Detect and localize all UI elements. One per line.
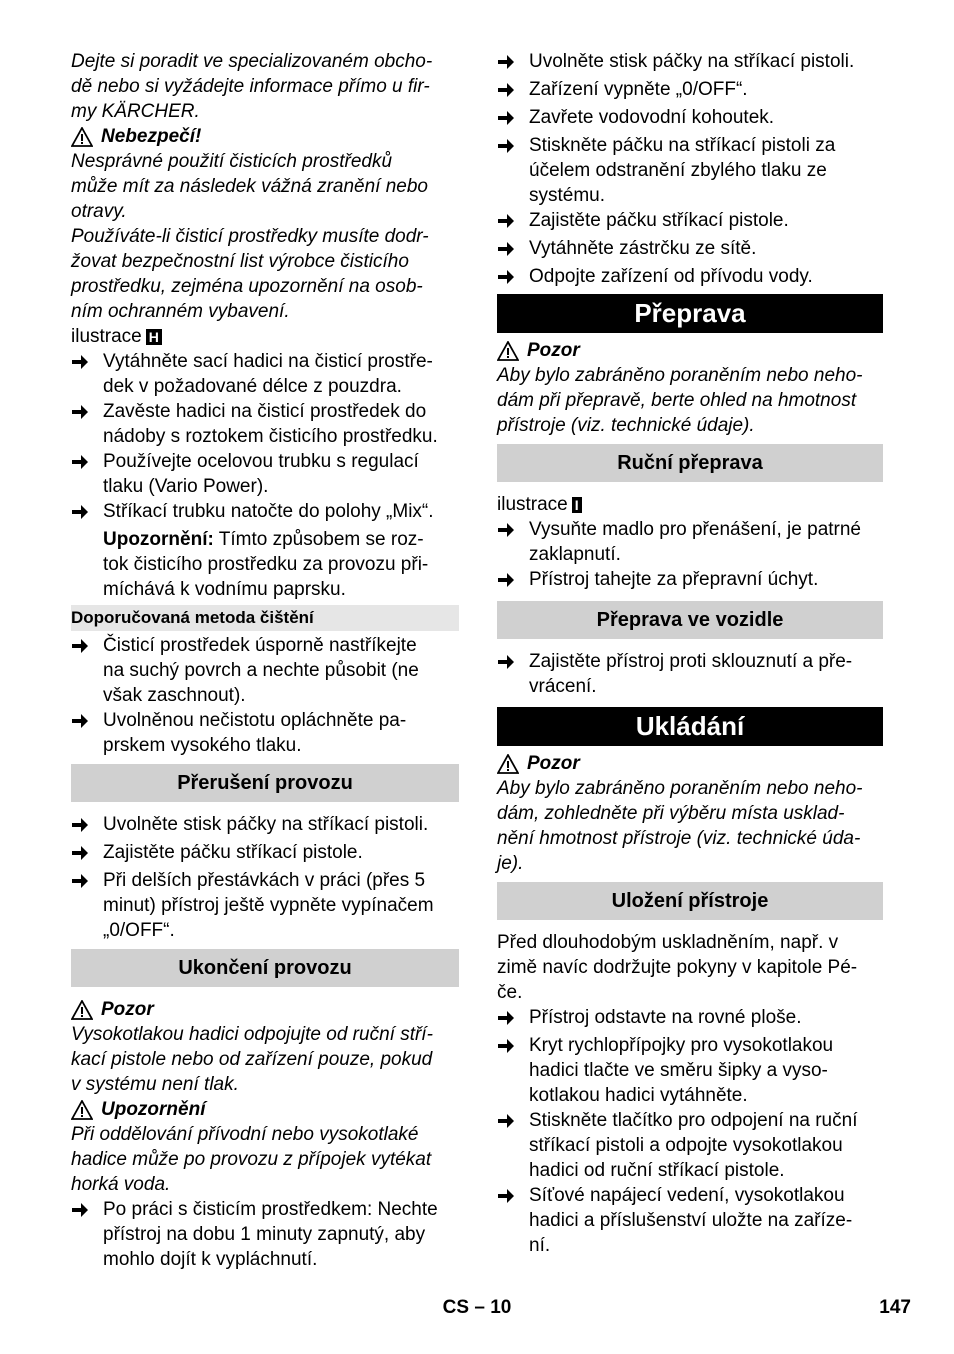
bullet-list-r1 [497,49,883,292]
arrow-right-icon [71,868,103,943]
text-line: Dejte si poradit ve specializovaném obcho- [71,51,433,72]
caution-text [497,776,883,876]
list-item-text: účelem odstranění zbylého tlaku ze [529,160,827,181]
list-item [71,449,459,499]
list-item-text: Přístroj tahejte za přepravní úchyt. [529,569,819,590]
list-item-text: Stiskněte páčku na stříkací pistoli za [529,135,836,156]
text-line: může mít za následek vážná zranění nebo [71,176,428,197]
list-item [497,567,883,595]
arrow-right-icon [497,49,529,77]
bullet-list-r3 [497,649,883,699]
list-item-text: Uvolněnou nečistotu opláchněte pa- [103,710,407,731]
list-item [71,868,459,943]
danger-label: Nebezpečí! [101,126,202,147]
list-item-text: Zajistěte páčku stříkací pistole. [103,842,363,863]
illustration-letter: H [146,329,162,345]
list-item [71,708,459,758]
list-item [497,133,883,208]
arrow-right-icon [71,1197,103,1272]
list-item-text: stříkací pistoli a odpojte vysokotlakou [529,1135,843,1156]
text-line: prostředku, zejména upozornění na osob- [71,276,423,297]
warning-label: Upozornění [101,1099,206,1120]
footer-section: CS – 10 [442,1297,512,1318]
list-item [497,105,883,133]
list-item [71,840,459,868]
text-line: če. [497,982,523,1003]
caution-text [71,1022,459,1097]
caution-label: Pozor [527,753,580,774]
bullet-list-4 [71,1197,459,1272]
bullet-list-r2 [497,517,883,595]
bullet-list-1 [71,349,459,527]
list-item-text: zaklapnutí. [529,544,621,565]
warning-heading [71,1097,459,1122]
text-line: v systému není tlak. [71,1074,239,1095]
list-item-text: Vytáhněte zástrčku ze sítě. [529,238,757,259]
warning-triangle-icon [71,127,93,147]
arrow-right-icon [71,399,103,449]
arrow-right-icon [497,77,529,105]
text-line: Vysokotlakou hadici odpojujte od ruční stří- [71,1024,433,1045]
arrow-right-icon [497,1005,529,1033]
list-item-text: mohlo dojít k vypláchnutí. [103,1249,318,1270]
caution-label: Pozor [101,999,154,1020]
list-item-text: vrácení. [529,676,597,697]
arrow-right-icon [71,633,103,708]
text-line: je). [497,853,524,874]
list-item-text: Stříkací trubku natočte do polohy „Mix“. [103,501,434,522]
list-item [497,1183,883,1258]
warning-triangle-icon [71,1100,93,1120]
caution-heading [497,751,883,776]
list-item-text: na suchý povrch a nechte působit (ne [103,660,419,681]
text-line: horká voda. [71,1174,171,1195]
section-vehicle-transport: Přeprava ve vozidle [497,601,883,639]
text-line: Používáte-li čisticí prostředky musíte dodr- [71,226,429,247]
bullet-list-2 [71,633,459,758]
list-item-text: Přístroj odstavte na rovné ploše. [529,1007,802,1028]
list-item-text: Uvolněte stisk páčky na stříkací pistoli. [103,814,429,835]
intro-text [71,49,459,124]
illustration-ref [497,492,883,517]
warning-triangle-icon [497,341,519,361]
text-line: tok čisticího prostředku za provozu při- [103,554,429,575]
section-end-operation: Ukončení provozu [71,949,459,987]
warning-text [71,1122,459,1197]
list-item-text: hadici a příslušenství uložte na zaříze- [529,1210,853,1231]
list-item [71,399,459,449]
list-item-text: nádoby s roztokem čisticího prostředku. [103,426,438,447]
list-item-text: hadici tlačte ve směru šipky a vyso- [529,1060,828,1081]
arrow-right-icon [71,840,103,868]
caution-label: Pozor [527,340,580,361]
list-item [497,49,883,77]
list-item-text: systému. [529,185,606,206]
text-line: hadice může po provozu z přípojek vytékat [71,1149,432,1170]
text-line: Při oddělování přívodní nebo vysokotlaké [71,1124,419,1145]
list-item-text: Odpojte zařízení od přívodu vody. [529,266,813,287]
text-line: dě nebo si vyžádejte informace přímo u fir- [71,76,430,97]
list-item [71,349,459,399]
list-item-text: přístroj na dobu 1 minuty zapnutý, aby [103,1224,426,1245]
arrow-right-icon [497,517,529,567]
list-item-text: Čisticí prostředek úsporně nastříkejte [103,635,417,656]
caution-text [497,363,883,438]
text-line: Nesprávné použití čisticích prostředků [71,151,393,172]
illustration-letter: I [572,497,582,513]
note-block [71,527,459,602]
arrow-right-icon [497,133,529,208]
text-line: míchává k vodnímu paprsku. [103,579,346,600]
text-line: nění hmotnost přístroje (viz. technické úda- [497,828,861,849]
text-line: Aby bylo zabráněno poraněním nebo neho- [497,778,863,799]
list-item-text: Kryt rychlopřípojky pro vysokotlakou [529,1035,834,1056]
list-item-text: Zavěste hadici na čisticí prostředek do [103,401,427,422]
text-line: otravy. [71,201,127,222]
list-item [497,208,883,236]
list-item-text: Stiskněte tlačítko pro odpojení na ruční [529,1110,858,1131]
arrow-right-icon [497,1108,529,1183]
section-storage: Ukládání [497,707,883,746]
list-item [497,1108,883,1183]
page-number: 147 [879,1297,911,1318]
list-item-text: minut) přístroj ještě vypněte vypínačem [103,895,434,916]
section-transport: Přeprava [497,294,883,333]
list-item [497,236,883,264]
list-item-text: Při delších přestávkách v práci (přes 5 [103,870,426,891]
arrow-right-icon [497,208,529,236]
list-item [497,1005,883,1033]
arrow-right-icon [497,264,529,292]
caution-heading [71,997,459,1022]
arrow-right-icon [71,499,103,527]
arrow-right-icon [497,1033,529,1108]
text-line: zimě navíc dodržujte pokyny v kapitole Pé- [497,957,858,978]
list-item-text: Zařízení vypněte „0/OFF“. [529,79,748,100]
list-item-text: ní. [529,1235,551,1256]
section-recommended-method: Doporučovaná metoda čištění [71,605,459,631]
illustration-label: ilustrace [497,494,568,515]
list-item [71,633,459,708]
text-line: ním ochranném vybavení. [71,301,290,322]
list-item-text: kotlakou hadici vytáhněte. [529,1085,748,1106]
left-column [71,49,459,1272]
list-item [71,812,459,840]
text-line: Před dlouhodobým uskladněním, např. v [497,932,839,953]
section-manual-transport: Ruční přeprava [497,444,883,482]
list-item-text: Vysuňte madlo pro přenášení, je patrné [529,519,861,540]
list-item-text: Zavřete vodovodní kohoutek. [529,107,775,128]
list-item-text: prskem vysokého tlaku. [103,735,302,756]
danger-heading [71,124,459,149]
illustration-label: ilustrace [71,326,142,347]
arrow-right-icon [71,449,103,499]
list-item [71,499,459,527]
text-line: Aby bylo zabráněno poraněním nebo neho- [497,365,863,386]
arrow-right-icon [71,349,103,399]
section-interrupt-operation: Přerušení provozu [71,764,459,802]
storage-text [497,930,883,1005]
arrow-right-icon [71,708,103,758]
illustration-ref [71,324,459,349]
list-item [497,517,883,567]
list-item-text: hadici od ruční stříkací pistole. [529,1160,785,1181]
arrow-right-icon [497,105,529,133]
list-item [71,1197,459,1272]
list-item-text: Síťové napájecí vedení, vysokotlakou [529,1185,845,1206]
text-line: my KÄRCHER. [71,101,200,122]
arrow-right-icon [497,567,529,595]
arrow-right-icon [71,812,103,840]
arrow-right-icon [497,236,529,264]
list-item-text: dek v požadované délce z pouzdra. [103,376,402,397]
list-item-text: „0/OFF“. [103,920,175,941]
list-item-text: však zaschnout). [103,685,246,706]
list-item-text: Uvolněte stisk páčky na stříkací pistoli. [529,51,855,72]
list-item-text: Po práci s čisticím prostředkem: Nechte [103,1199,438,1220]
danger-text [71,149,459,324]
warning-triangle-icon [71,1000,93,1020]
warning-triangle-icon [497,754,519,774]
bullet-list-r4 [497,1005,883,1258]
list-item-text: Zajistěte páčku stříkací pistole. [529,210,789,231]
list-item [497,77,883,105]
list-item [497,264,883,292]
text-line: kací pistole nebo od zařízení pouze, pokud [71,1049,433,1070]
caution-heading [497,338,883,363]
list-item-text: Vytáhněte sací hadici na čisticí prostře- [103,351,433,372]
right-column [497,49,883,1258]
list-item-text: tlaku (Vario Power). [103,476,269,497]
bullet-list-3 [71,812,459,943]
section-device-storage: Uložení přístroje [497,882,883,920]
note-label: Upozornění: [103,529,214,550]
text-line: přístroje (viz. technické údaje). [497,415,755,436]
text-line: dám, zohledněte při výběru místa usklad- [497,803,845,824]
list-item-text: Používejte ocelovou trubku s regulací [103,451,419,472]
list-item [497,649,883,699]
text-line: dám při přepravě, berte ohled na hmotnost [497,390,857,411]
list-item [497,1033,883,1108]
arrow-right-icon [497,1183,529,1258]
note-first: Tímto způsobem se roz- [213,529,424,550]
text-line: žovat bezpečnostní list výrobce čisticího [71,251,409,272]
list-item-text: Zajistěte přístroj proti sklouznutí a pře- [529,651,853,672]
arrow-right-icon [497,649,529,699]
